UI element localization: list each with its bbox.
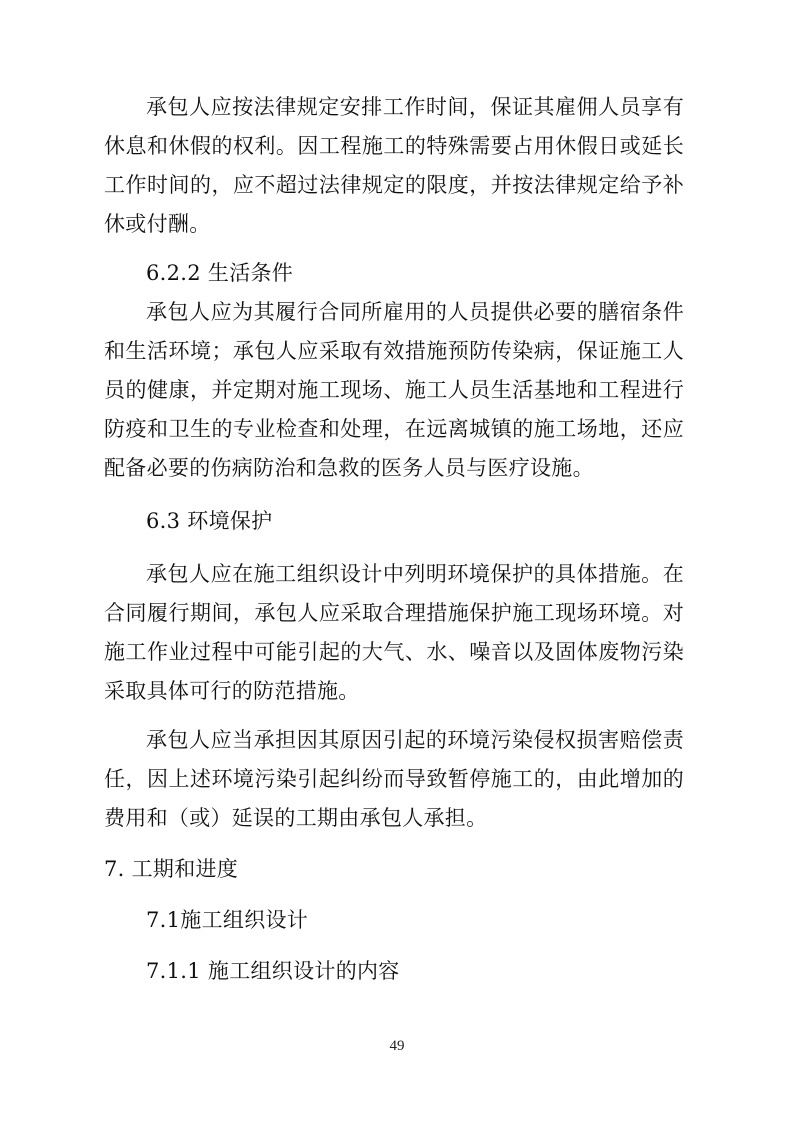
paragraph-environmental-measures: 承包人应在施工组织设计中列明环境保护的具体措施。在合同履行期间，承包人应采取合理措施保护施工现场环境。对施工作业过程中可能引起的大气、水、噪音以及固体废物污染采取具体可行的防范措施。 [104,562,684,703]
section-heading-7: 7. 工期和进度 [104,857,239,881]
paragraph-living-conditions: 承包人应为其履行合同所雇用的人员提供必要的膳宿条件和生活环境；承包人应采取有效措施预防传染病，保证施工人员的健康，并定期对施工现场、施工人员生活基地和工程进行防疫和卫生的专业检查和处理，在远离城镇的施工场地，还应配备必要的伤病防治和急救的医务人员与医疗设施。 [104,300,684,480]
paragraph-environmental-liability: 承包人应当承担因其原因引起的环境污染侵权损害赔偿责任，因上述环境污染引起纠纷而导致暂停施工的，由此增加的费用和（或）延误的工期由承包人承担。 [104,728,684,830]
paragraph-working-hours: 承包人应按法律规定安排工作时间，保证其雇佣人员享有休息和休假的权利。因工程施工的特殊需要占用休假日或延长工作时间的，应不超过法律规定的限度，并按法律规定给予补休或付酬。 [104,95,684,236]
document-body [104,88,684,991]
page-number: 49 [389,1038,405,1054]
section-heading-6-2-2: 6.2.2 生活条件 [146,261,294,285]
section-heading-6-3: 6.3 环境保护 [146,509,273,533]
section-heading-7-1: 7.1施工组织设计 [146,908,309,932]
section-heading-7-1-1: 7.1.1 施工组织设计的内容 [146,959,400,983]
